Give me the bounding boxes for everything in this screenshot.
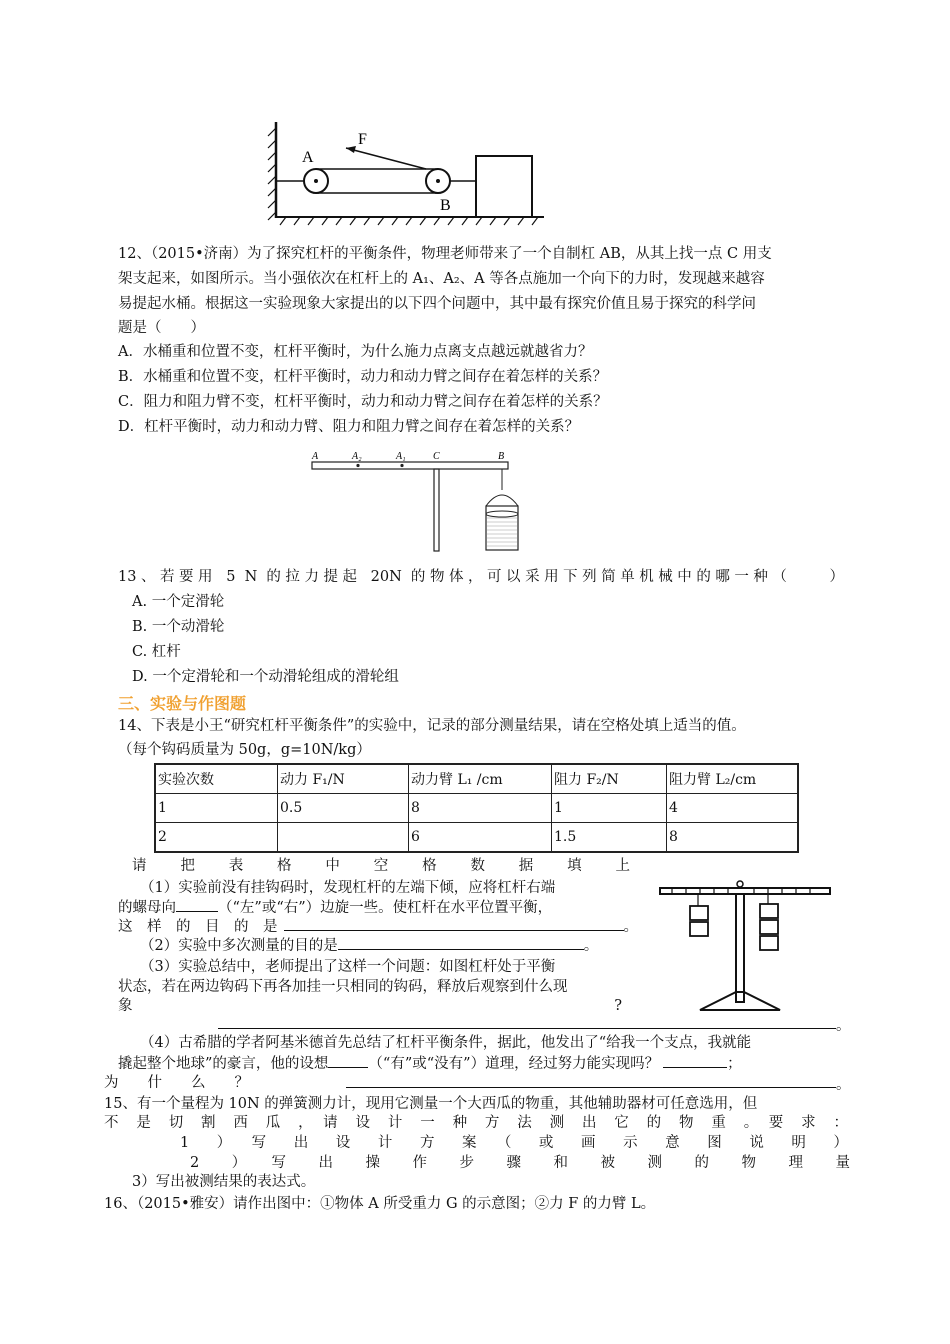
q15-line-5: 3）写出被测结果的表达式。 xyxy=(132,1174,316,1190)
label-f: F xyxy=(358,131,367,148)
answer-blank-repeat[interactable] xyxy=(338,935,584,950)
table-cell: 1 xyxy=(155,794,278,823)
table-row xyxy=(155,794,798,823)
lever-label-c: C xyxy=(433,451,440,462)
label-b: B xyxy=(440,197,451,214)
table-header-cell: 动力臂 L₁ /cm xyxy=(409,764,552,794)
q14-p4-end: ； xyxy=(727,1056,742,1072)
table-cell: 8 xyxy=(409,794,552,823)
period: 。 xyxy=(836,1077,851,1093)
q12-option-c: C．阻力和阻力臂不变，杠杆平衡时，动力和动力臂之间存在着怎样的关系？ xyxy=(118,394,608,410)
table-header-row xyxy=(155,764,798,794)
q12-line-3: 易提起水桶。根据这一实验现象大家提出的以下四个问题中，其中最有探究价值且易于探究的科学问 xyxy=(118,296,756,312)
q12-line-4: 题是（ ） xyxy=(118,320,205,336)
lever-label-a: A xyxy=(312,451,319,462)
section-heading: 三、实验与作图题 xyxy=(118,694,247,713)
q13-stem: 13、若要用 5 N 的拉力提起 20N 的物体，可以采用下列简单机械中的哪一种（ ） xyxy=(118,569,844,585)
answer-blank-direction[interactable] xyxy=(176,897,218,912)
answer-blank-phenomenon[interactable] xyxy=(218,1014,836,1029)
q14-p1-post: （“左”或“右”）边旋一些。使杠杆在水平位置平衡， xyxy=(218,900,553,916)
q15-line-3: 1 ） 写 出 设 计 方 案 （ 或 画 示 意 图 说 明 ） xyxy=(180,1135,848,1151)
question-mark: ? xyxy=(614,998,622,1014)
table-cell: 6 xyxy=(409,823,552,853)
q15-line-1: 15、有一个量程为 10N 的弹簧测力计，现用它测量一个大西瓜的物重，其他辅助器材可任意选用，但 xyxy=(104,1096,758,1112)
answer-blank-purpose[interactable] xyxy=(284,916,624,931)
q12-line-2: 架支起来，如图所示。当小强依次在杠杆上的 A₁、A₂、A 等各点施加一个向下的力时，发现越来越容 xyxy=(118,271,765,287)
lever-bucket-figure xyxy=(306,448,532,558)
q14-p2-text: （2）实验中多次测量的目的是 xyxy=(140,938,338,954)
q14-p4-pre: 撬起整个地球”的豪言，他的设想 xyxy=(118,1056,329,1072)
q13-option-d: D. 一个定滑轮和一个动滑轮组成的滑轮组 xyxy=(132,669,399,685)
lever-label-a1: A₁ xyxy=(396,451,406,462)
q14-p4-mid: （“有”或“没有”）道理，经过努力能实现吗？ xyxy=(368,1056,660,1072)
q15-line-2: 不 是 切 割 西 瓜 ， 请 设 计 一 种 方 法 测 出 它 的 物 重 。 要 求 ： xyxy=(104,1115,848,1131)
label-a: A xyxy=(302,149,314,166)
answer-blank-achievable[interactable] xyxy=(663,1053,727,1068)
q14-p3-label: 象 xyxy=(118,998,133,1014)
q14-p1-line-3 xyxy=(118,916,638,937)
q12-option-b: B．水桶重和位置不变，杠杆平衡时，动力和动力臂之间存在着怎样的关系？ xyxy=(118,369,608,385)
q12-option-d: D．杠杆平衡时，动力和动力臂、阻力和阻力臂之间存在着怎样的关系？ xyxy=(118,419,580,435)
table-cell: 2 xyxy=(155,823,278,853)
period: 。 xyxy=(623,919,638,935)
table-cell: 0.5 xyxy=(278,794,409,823)
q14-p3-line-3 xyxy=(118,996,628,1016)
q14-p2 xyxy=(140,935,598,956)
table-cell: 1 xyxy=(552,794,667,823)
table-header-cell: 阻力 F₂/N xyxy=(552,764,667,794)
lever-label-b: B xyxy=(498,451,505,462)
q14-p1-pre: 的螺母向 xyxy=(118,900,176,916)
q16-line-1: 16、（2015•雅安）请作出图中：①物体 A 所受重力 G 的示意图；②力 F 的力臂 L。 xyxy=(104,1196,656,1212)
table-cell: 8 xyxy=(667,823,799,853)
q13-option-a: A. 一个定滑轮 xyxy=(132,594,225,610)
lever-label-a2: A₂ xyxy=(352,451,362,462)
answer-blank-why[interactable] xyxy=(346,1073,836,1088)
q14-p4-line-3: 为 什 么 ？ xyxy=(104,1075,249,1091)
measurement-table xyxy=(154,763,799,853)
table-row xyxy=(155,823,798,853)
balance-lever-figure xyxy=(652,874,842,1014)
period: 。 xyxy=(836,1018,851,1034)
q12-option-a: A．水桶重和位置不变，杠杆平衡时，为什么施力点离支点越远就越省力？ xyxy=(118,344,593,360)
q13-option-c: C. 杠杆 xyxy=(132,644,181,660)
period: 。 xyxy=(583,938,599,954)
pulley-figure xyxy=(262,118,552,230)
q13-option-b: B. 一个动滑轮 xyxy=(132,619,225,635)
table-header-cell: 阻力臂 L₂/cm xyxy=(667,764,799,794)
table-header-cell: 动力 F₁/N xyxy=(278,764,409,794)
q14-p3-line-1: （3）实验总结中，老师提出了这样一个问题：如图杠杆处于平衡 xyxy=(140,959,556,975)
table-cell: 4 xyxy=(667,794,799,823)
q14-fill-instruction: 请 把 表 格 中 空 格 数 据 填 上 xyxy=(132,858,630,874)
q14-stem-2: （每个钩码质量为 50g，g=10N/kg） xyxy=(118,742,371,758)
q14-p1-line-1: （1）实验前没有挂钩码时，发现杠杆的左端下倾，应将杠杆右端 xyxy=(140,880,556,896)
q14-p1-line-2 xyxy=(118,897,552,918)
q14-p3-line-2: 状态，若在两边钩码下再各加挂一只相同的钩码，释放后观察到什么现 xyxy=(118,979,568,995)
table-header-cell: 实验次数 xyxy=(155,764,278,794)
q14-stem-1: 14、下表是小王“研究杠杆平衡条件”的实验中，记录的部分测量结果，请在空格处填上适当的值。 xyxy=(118,718,746,734)
table-cell-blank[interactable] xyxy=(278,823,409,853)
q12-line-1: 12、（2015•济南）为了探究杠杆的平衡条件，物理老师带来了一个自制杠 AB，从其上找一点 C 用支 xyxy=(118,246,772,262)
q14-p4-line-2 xyxy=(118,1053,742,1074)
table-cell: 1.5 xyxy=(552,823,667,853)
answer-blank-reason-yesno[interactable] xyxy=(328,1053,368,1068)
q14-p1-purpose: 这 样 的 目 的 是 xyxy=(118,919,278,935)
q14-p4-line-1: （4）古希腊的学者阿基米德首先总结了杠杆平衡条件，据此，他发出了“给我一个支点，我就能 xyxy=(140,1035,752,1051)
q15-line-4: 2 ） 写 出 操 作 步 骤 和 被 测 的 物 理 量 xyxy=(190,1155,850,1171)
